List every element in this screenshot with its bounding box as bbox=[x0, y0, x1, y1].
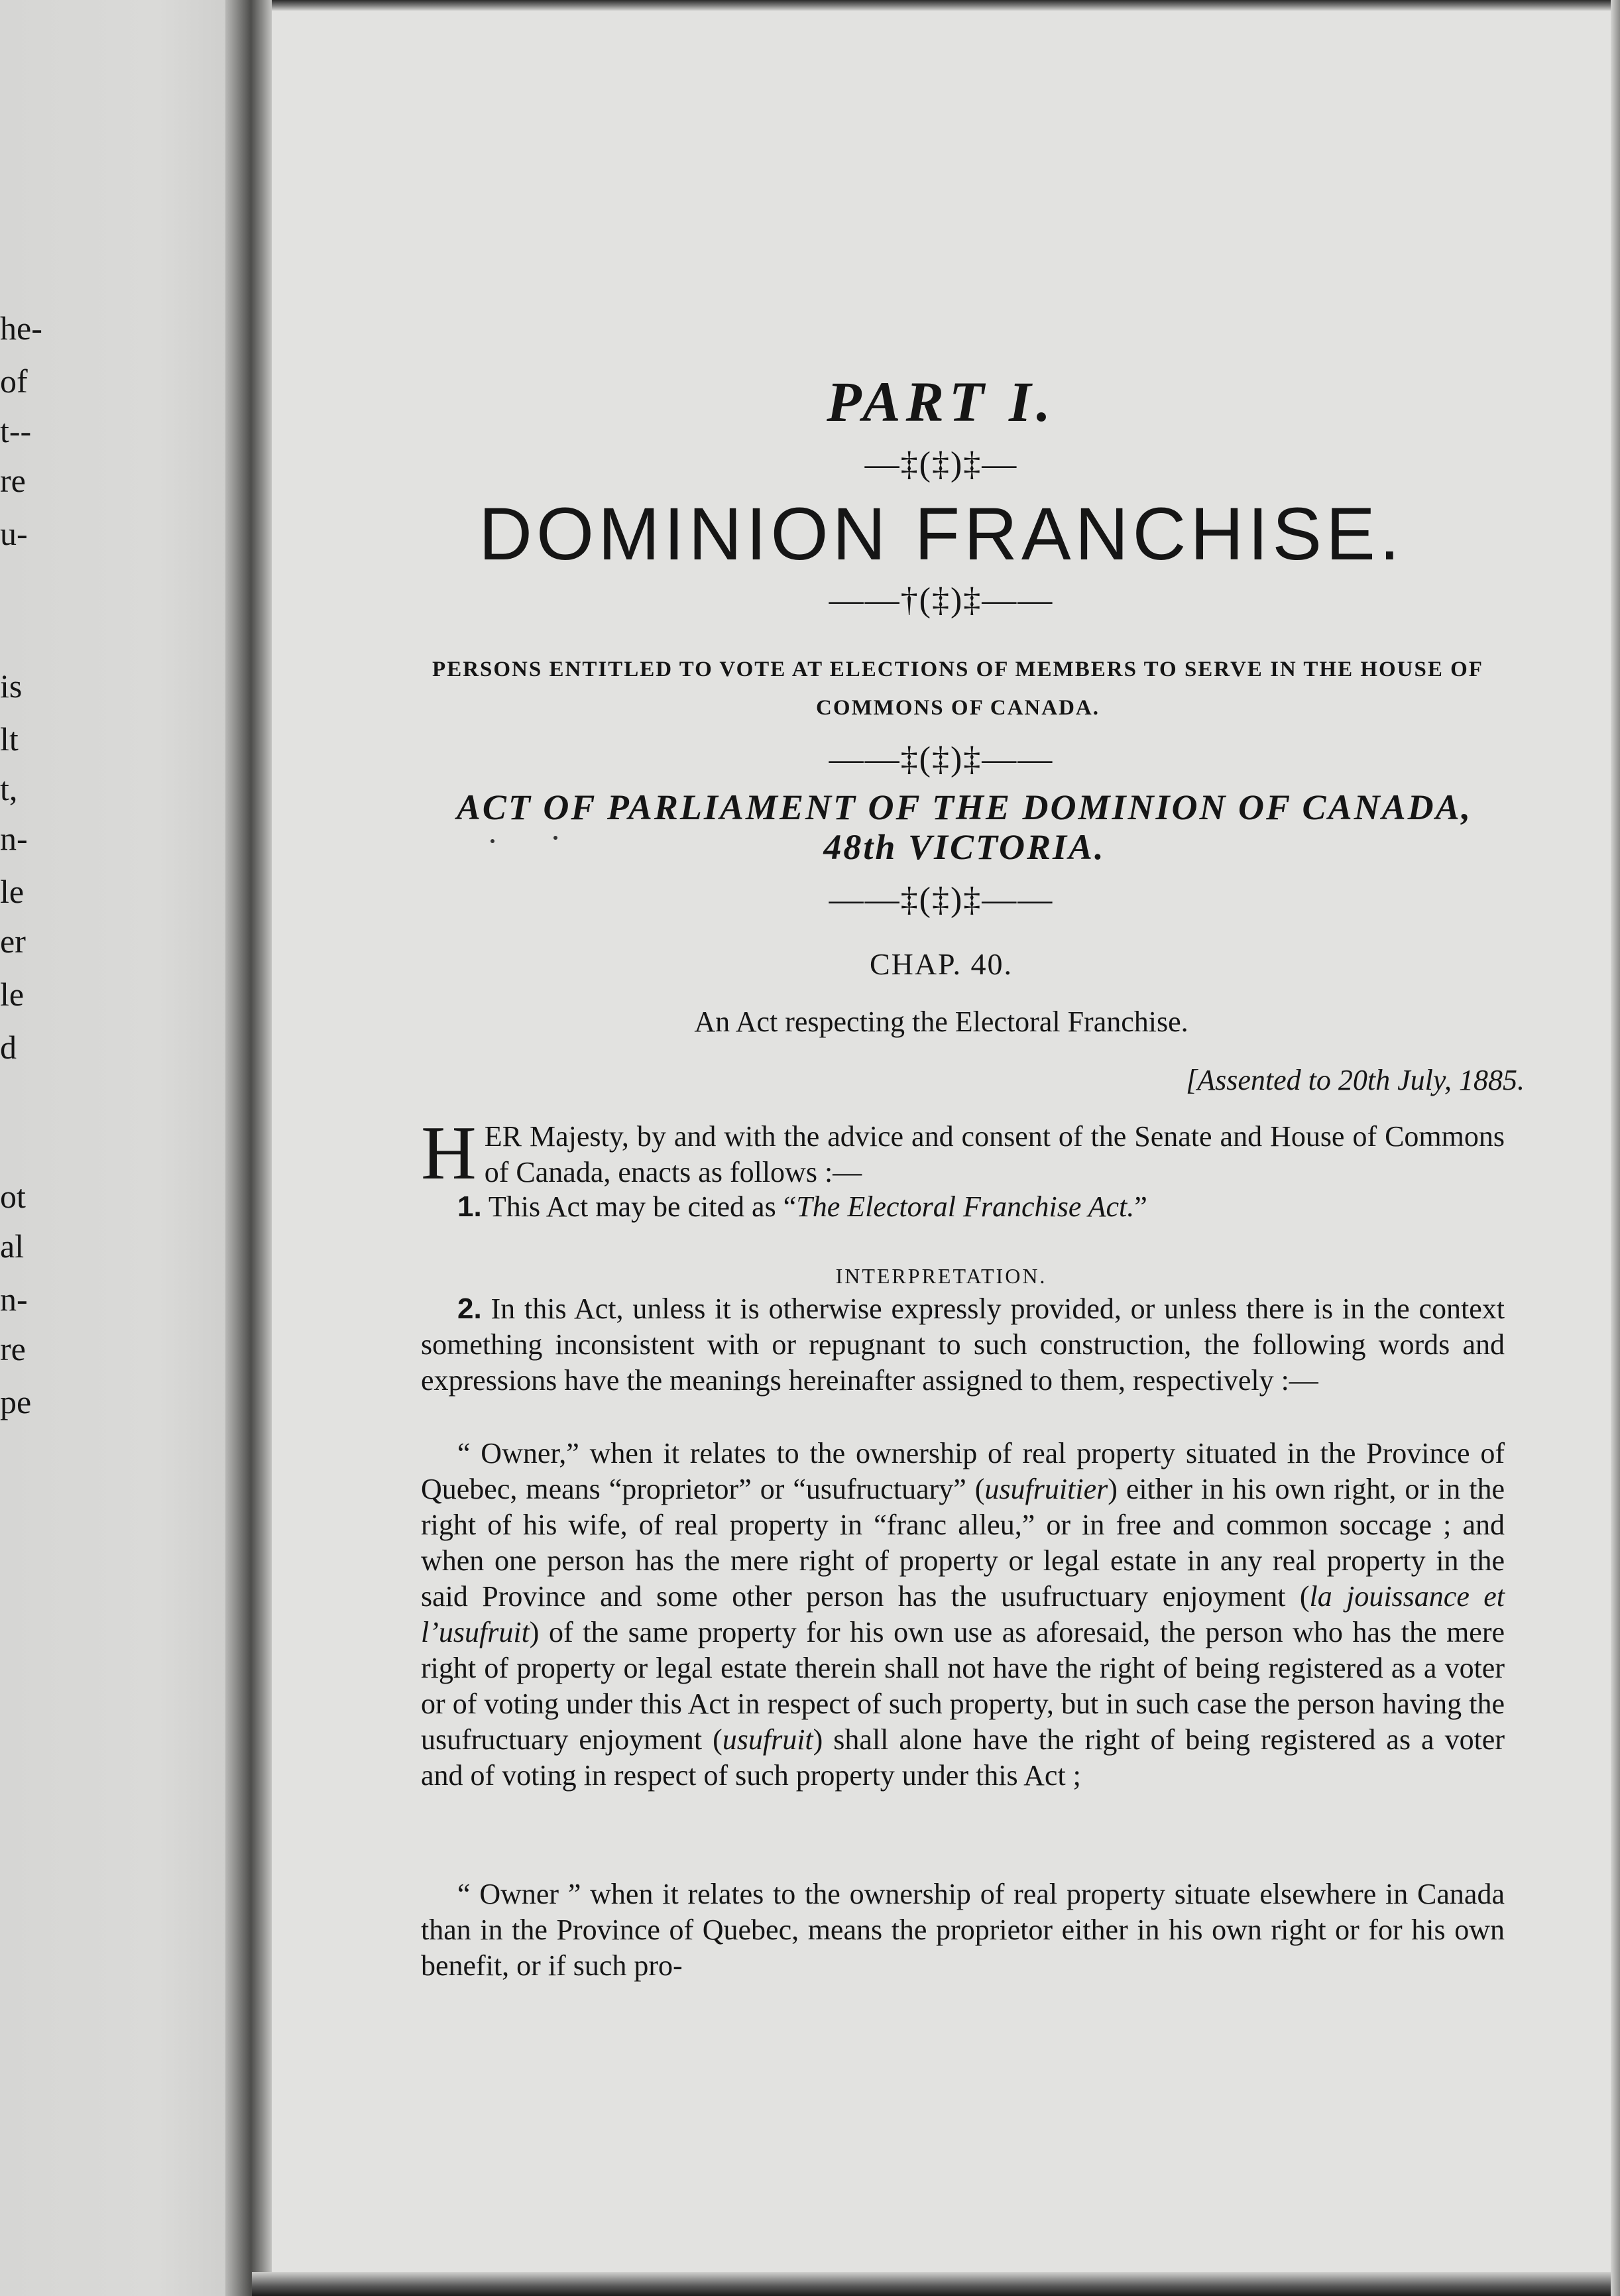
interpretation-heading: INTERPRETATION. bbox=[835, 1264, 1047, 1288]
text-run: “ Owner,” when it relates to the ownership of real property situated in the Province of Quebec, means “proprietor” or “usufructuary” ( bbox=[421, 1437, 1505, 1505]
part-heading: PART I. bbox=[827, 370, 1056, 433]
print-speck bbox=[553, 836, 557, 840]
facing-page-fragment: t, bbox=[0, 770, 18, 807]
facing-page-fragment: d bbox=[0, 1029, 17, 1066]
ornament-divider: ——‡(‡)‡—— bbox=[829, 881, 1054, 919]
short-title: The Electoral Franchise Act. bbox=[796, 1190, 1135, 1223]
enacting-clause bbox=[421, 1111, 1505, 1196]
drop-cap: H bbox=[421, 1111, 477, 1196]
facing-page-fragment: re bbox=[0, 462, 26, 499]
section-number: 1. bbox=[457, 1190, 482, 1223]
text-run: ) shall alone have the right of being registered as a voter and of voting in respect of such property under this Act ; bbox=[421, 1723, 1505, 1792]
facing-page-fragment: lt bbox=[0, 720, 19, 758]
facing-page-fragment: n- bbox=[0, 1281, 28, 1318]
section-1 bbox=[421, 1189, 1505, 1225]
page-bottom-edge bbox=[252, 2272, 1620, 2296]
ornament-divider: ——†(‡)‡—— bbox=[829, 581, 1054, 619]
facing-page-fragment: le bbox=[0, 976, 25, 1013]
print-speck bbox=[491, 839, 494, 843]
facing-page-fragment: al bbox=[0, 1228, 25, 1265]
document-page bbox=[272, 11, 1611, 2272]
facing-page-fragment: pe bbox=[0, 1383, 32, 1420]
text-run: ) of the same property for his own use as aforesaid, the person who has the mere right of property or legal estate therein shall not have the right of being registered as a voter or of voting under this Act in respect of such property, but in such case the person having the usufructuary enjoyment ( bbox=[421, 1616, 1505, 1756]
facing-page-fragment: er bbox=[0, 923, 26, 960]
facing-page-fragment: is bbox=[0, 667, 23, 705]
ornament-divider: —‡(‡)‡— bbox=[864, 445, 1018, 483]
section-number: 2. bbox=[457, 1292, 482, 1325]
page-title: DOMINION FRANCHISE. bbox=[479, 492, 1404, 575]
binding-gutter bbox=[225, 0, 272, 2296]
facing-page-fragment: ot bbox=[0, 1178, 26, 1215]
facing-page-fragment: n- bbox=[0, 820, 28, 857]
definition-owner-quebec bbox=[421, 1436, 1505, 1794]
definition-owner-elsewhere: “ Owner ” when it relates to the ownership of real property situate elsewhere in Canada than in the Province of Quebec, means the proprietor either in his own right or for his own benefit, or if such pro- bbox=[421, 1878, 1505, 1982]
section-text: This Act may be cited as “ bbox=[488, 1190, 797, 1223]
italic-term: la jouissance et l’usufruit bbox=[421, 1580, 1505, 1648]
facing-page-fragment: of bbox=[0, 363, 28, 400]
chapter-number: CHAP. 40. bbox=[869, 947, 1013, 981]
assent-date: [Assented to 20th July, 1885. bbox=[1186, 1064, 1525, 1096]
enacting-text: ER Majesty, by and with the advice and consent of the Senate and House of Commons of Canada, enacts as follows :— bbox=[484, 1120, 1505, 1188]
text-run: ) either in his own right, or in the right of his wife, of real property in “franc alleu,” or in free and common soccage ; and when one person has the mere right of property or legal estate in any real property in the said Province and some other person has the usufructuary enjoyment ( bbox=[421, 1473, 1505, 1613]
facing-page bbox=[0, 0, 225, 2296]
section-text: In this Act, unless it is otherwise expressly provided, or unless there is in the context something inconsistent with or repugnant to such construction, the following words and expressions have the meanings hereinafter assigned to them, respectively :— bbox=[421, 1292, 1505, 1397]
quote-close: ” bbox=[1134, 1190, 1147, 1223]
facing-page-fragment: u- bbox=[0, 515, 28, 552]
italic-term: usufruit bbox=[722, 1723, 813, 1756]
ornament-divider: ——‡(‡)‡—— bbox=[829, 740, 1054, 778]
facing-page-fragment: re bbox=[0, 1330, 26, 1367]
italic-term: usufruitier bbox=[984, 1473, 1108, 1505]
section-2 bbox=[421, 1291, 1505, 1399]
facing-page-fragment: he- bbox=[0, 310, 42, 347]
act-line-1: ACT OF PARLIAMENT OF THE DOMINION OF CANADA, bbox=[456, 787, 1473, 827]
act-description: An Act respecting the Electoral Franchise. bbox=[694, 1005, 1188, 1038]
facing-page-fragment: le bbox=[0, 873, 25, 910]
act-heading bbox=[431, 787, 1498, 867]
page-top-edge bbox=[272, 0, 1620, 11]
facing-page-fragment: t-- bbox=[0, 412, 32, 449]
subtitle-persons: PERSONS ENTITLED TO VOTE AT ELECTIONS OF MEMBERS TO SERVE IN THE HOUSE OF COMMONS OF CANADA. bbox=[432, 658, 1483, 720]
page-right-edge bbox=[1611, 0, 1620, 2296]
act-line-2: 48th VICTORIA. bbox=[823, 827, 1106, 867]
